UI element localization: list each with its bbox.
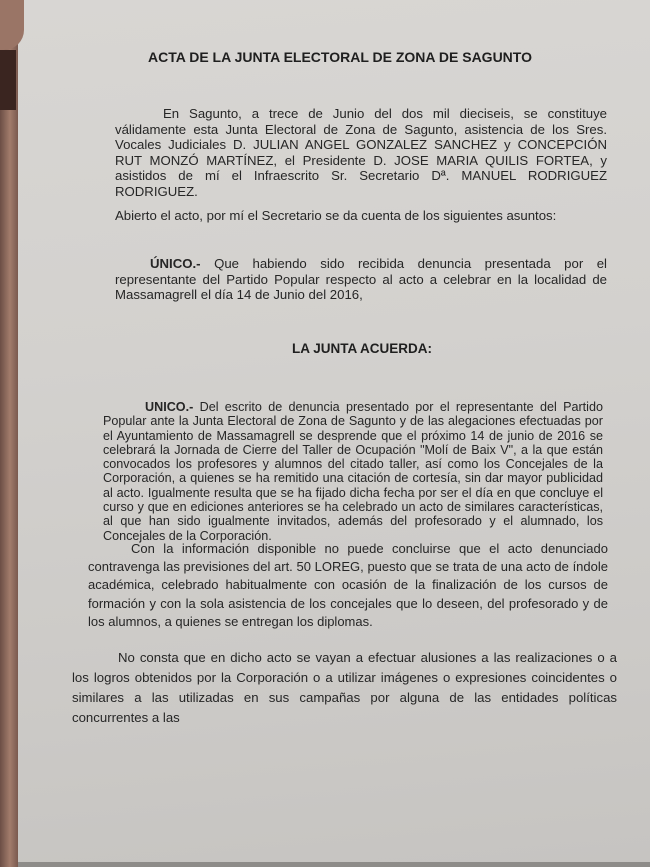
document-title: ACTA DE LA JUNTA ELECTORAL DE ZONA DE SAGUNTO bbox=[148, 49, 532, 65]
paragraph-opening: Abierto el acto, por mí el Secretario se da cuenta de los siguientes asuntos: bbox=[115, 208, 557, 223]
paragraph-unico-1 bbox=[115, 256, 607, 303]
paragraph-conclusion: Con la información disponible no puede concluirse que el acto denunciado contravenga las previsiones del art. 50 LOREG, puesto que se trata de una acto de índole académica, celebrado habitualmente con ocasión de la finalización de los cursos de formación y con la sola asistencia de los concejales que lo deseen, del profesorado y de los alumnos, a quienes se entregan los diplomas. bbox=[88, 541, 608, 629]
unico-1-text: Que habiendo sido recibida denuncia presentada por el representante del Partido Popular respecto al acto a celebrar en la localidad de Massamagrell el día 14 de Junio del 2016, bbox=[115, 256, 607, 302]
paragraph-unico-2 bbox=[103, 400, 603, 543]
unico-2-label: UNICO.- bbox=[145, 400, 194, 414]
page-bottom-edge bbox=[0, 862, 650, 867]
paragraph-intro: En Sagunto, a trece de Junio del dos mil dieciseis, se constituye válidamente esta Junta Electoral de Zona de Sagunto, asistencia de los Sres. Vocales Judiciales D. JULIAN ANGEL GONZALEZ SANCHEZ y CONCEPCIÓN RUT MONZÓ MARTÍNEZ, el Presidente D. JOSE MARIA QUILIS FORTEA, y asistidos de mí el Infraescrito Sr. Secretario Dª. MANUEL RODRIGUEZ RODRIGUEZ. bbox=[115, 106, 607, 199]
paragraph-no-consta: No consta que en dicho acto se vayan a efectuar alusiones a las realizaciones o a los logros obtenidos por la Corporación o a utilizar imágenes o expresiones coincidentes o similares a las utilizadas en sus campañas por alguna de las entidades políticas concurrentes a las bbox=[72, 650, 617, 725]
holding-finger bbox=[0, 0, 18, 867]
unico-2-text: Del escrito de denuncia presentado por el representante del Partido Popular ante la Junta Electoral de Zona de Sagunto y de las alegaciones efectuadas por el Ayuntamiento de Massamagrell se desprende que el próximo 14 de junio de 2016 se celebrará la Jornada de Cierre del Taller de Ocupación "Molí de Baix V", a la que están convocados los profesores y alumnos del citado taller, así como los Concejales de la Corporación, a quienes se ha remitido una citación de cortesía, sin dar mayor publicidad al acto. Igualmente resulta que se ha fijado dicha fecha por ser el día en que concluye el curso y que en ediciones anteriores se ha celebrado un acto de similares características, al que han sido igualmente invitados, además del profesorado y el alumnado, los Concejales de la Corporación. bbox=[103, 400, 603, 543]
section-heading: LA JUNTA ACUERDA: bbox=[292, 341, 432, 356]
finger-shadow bbox=[0, 50, 16, 110]
unico-1-label: ÚNICO.- bbox=[150, 256, 201, 271]
